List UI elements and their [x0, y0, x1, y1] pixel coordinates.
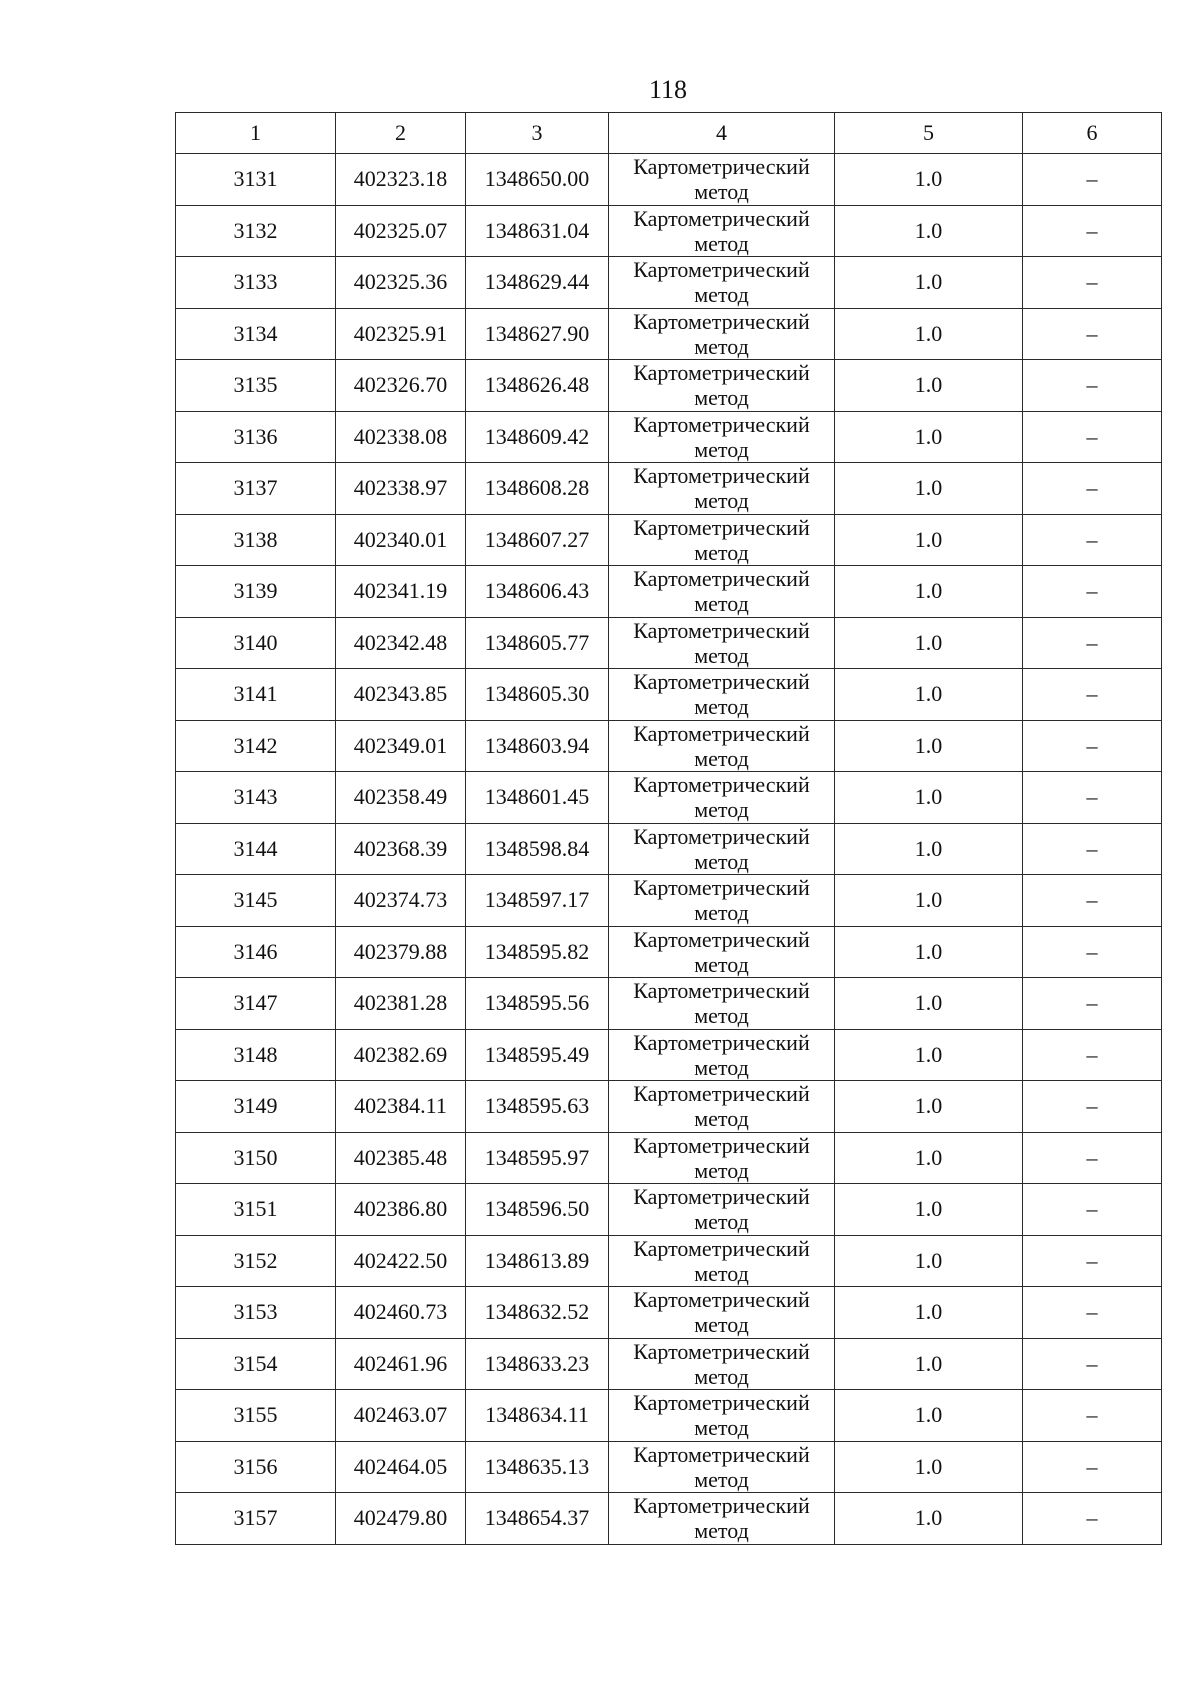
method-text-line-1: Картометрический	[633, 1493, 810, 1519]
description-cell: –	[1023, 978, 1162, 1030]
x-coordinate-cell: 402323.18	[336, 154, 466, 206]
method-cell	[609, 926, 835, 978]
description-cell: –	[1023, 669, 1162, 721]
x-coordinate-cell: 402368.39	[336, 823, 466, 875]
accuracy-cell: 1.0	[835, 257, 1023, 309]
method-text-line-1: Картометрический	[633, 308, 810, 334]
method-text-line-2: метод	[694, 1363, 749, 1389]
description-cell: –	[1023, 1287, 1162, 1339]
x-coordinate-cell: 402340.01	[336, 514, 466, 566]
y-coordinate-cell: 1348606.43	[466, 566, 609, 618]
method-text-line-1: Картометрический	[633, 514, 810, 540]
method-text-line-1: Картометрический	[633, 205, 810, 231]
y-coordinate-cell: 1348596.50	[466, 1184, 609, 1236]
y-coordinate-cell: 1348595.97	[466, 1132, 609, 1184]
description-cell: –	[1023, 514, 1162, 566]
table-row	[176, 411, 1162, 463]
method-cell	[609, 566, 835, 618]
x-coordinate-cell: 402385.48	[336, 1132, 466, 1184]
method-text-line-2: метод	[694, 1260, 749, 1286]
page-number: 118	[648, 75, 688, 104]
table-row	[176, 1132, 1162, 1184]
accuracy-cell: 1.0	[835, 978, 1023, 1030]
accuracy-cell: 1.0	[835, 1493, 1023, 1545]
accuracy-cell: 1.0	[835, 926, 1023, 978]
point-number-cell: 3136	[176, 411, 336, 463]
point-number-cell: 3135	[176, 360, 336, 412]
method-text-line-1: Картометрический	[633, 360, 810, 386]
method-text-line-1: Картометрический	[633, 1338, 810, 1364]
description-cell: –	[1023, 926, 1162, 978]
point-number-cell: 3157	[176, 1493, 336, 1545]
point-number-cell: 3151	[176, 1184, 336, 1236]
table-row	[176, 926, 1162, 978]
y-coordinate-cell: 1348608.28	[466, 463, 609, 515]
x-coordinate-cell: 402338.08	[336, 411, 466, 463]
accuracy-cell: 1.0	[835, 514, 1023, 566]
method-cell	[609, 154, 835, 206]
method-cell	[609, 1493, 835, 1545]
description-cell: –	[1023, 617, 1162, 669]
table-row	[176, 154, 1162, 206]
accuracy-cell: 1.0	[835, 1235, 1023, 1287]
table-header	[176, 113, 1162, 154]
method-cell	[609, 978, 835, 1030]
point-number-cell: 3141	[176, 669, 336, 721]
y-coordinate-cell: 1348597.17	[466, 875, 609, 927]
y-coordinate-cell: 1348595.49	[466, 1029, 609, 1081]
method-text-line-1: Картометрический	[633, 1029, 810, 1055]
accuracy-cell: 1.0	[835, 617, 1023, 669]
method-cell	[609, 669, 835, 721]
method-text-line-2: метод	[694, 1106, 749, 1132]
header-col-1: 1	[176, 113, 336, 154]
description-cell: –	[1023, 875, 1162, 927]
x-coordinate-cell: 402384.11	[336, 1081, 466, 1133]
description-cell: –	[1023, 1081, 1162, 1133]
method-text-line-1: Картометрический	[633, 411, 810, 437]
x-coordinate-cell: 402460.73	[336, 1287, 466, 1339]
method-text-line-1: Картометрический	[633, 1235, 810, 1261]
table-row	[176, 1338, 1162, 1390]
y-coordinate-cell: 1348629.44	[466, 257, 609, 309]
method-text-line-1: Картометрический	[633, 669, 810, 695]
table-row	[176, 1390, 1162, 1442]
method-cell	[609, 1390, 835, 1442]
method-text-line-2: метод	[694, 694, 749, 720]
description-cell: –	[1023, 1441, 1162, 1493]
method-cell	[609, 617, 835, 669]
y-coordinate-cell: 1348631.04	[466, 205, 609, 257]
table-row	[176, 1493, 1162, 1545]
x-coordinate-cell: 402338.97	[336, 463, 466, 515]
accuracy-cell: 1.0	[835, 1184, 1023, 1236]
table-row	[176, 566, 1162, 618]
y-coordinate-cell: 1348595.63	[466, 1081, 609, 1133]
description-cell: –	[1023, 1338, 1162, 1390]
method-text-line-1: Картометрический	[633, 1081, 810, 1107]
point-number-cell: 3144	[176, 823, 336, 875]
method-text-line-2: метод	[694, 1415, 749, 1441]
x-coordinate-cell: 402422.50	[336, 1235, 466, 1287]
accuracy-cell: 1.0	[835, 720, 1023, 772]
method-cell	[609, 875, 835, 927]
y-coordinate-cell: 1348633.23	[466, 1338, 609, 1390]
method-text-line-1: Картометрический	[633, 978, 810, 1004]
point-number-cell: 3154	[176, 1338, 336, 1390]
x-coordinate-cell: 402382.69	[336, 1029, 466, 1081]
method-text-line-1: Картометрический	[633, 1390, 810, 1416]
y-coordinate-cell: 1348634.11	[466, 1390, 609, 1442]
description-cell: –	[1023, 308, 1162, 360]
description-cell: –	[1023, 360, 1162, 412]
point-number-cell: 3148	[176, 1029, 336, 1081]
accuracy-cell: 1.0	[835, 411, 1023, 463]
method-text-line-1: Картометрический	[633, 154, 810, 180]
header-col-5: 5	[835, 113, 1023, 154]
point-number-cell: 3153	[176, 1287, 336, 1339]
table-row	[176, 205, 1162, 257]
table-row	[176, 308, 1162, 360]
header-col-2: 2	[336, 113, 466, 154]
method-text-line-1: Картометрический	[633, 926, 810, 952]
header-row	[176, 113, 1162, 154]
description-cell: –	[1023, 1132, 1162, 1184]
point-number-cell: 3134	[176, 308, 336, 360]
accuracy-cell: 1.0	[835, 875, 1023, 927]
point-number-cell: 3138	[176, 514, 336, 566]
method-cell	[609, 772, 835, 824]
point-number-cell: 3155	[176, 1390, 336, 1442]
accuracy-cell: 1.0	[835, 154, 1023, 206]
point-number-cell: 3147	[176, 978, 336, 1030]
method-cell	[609, 1081, 835, 1133]
description-cell: –	[1023, 823, 1162, 875]
description-cell: –	[1023, 1390, 1162, 1442]
method-text-line-2: метод	[694, 539, 749, 565]
x-coordinate-cell: 402325.36	[336, 257, 466, 309]
accuracy-cell: 1.0	[835, 1390, 1023, 1442]
header-col-6: 6	[1023, 113, 1162, 154]
table-row	[176, 669, 1162, 721]
accuracy-cell: 1.0	[835, 308, 1023, 360]
y-coordinate-cell: 1348595.56	[466, 978, 609, 1030]
method-cell	[609, 1132, 835, 1184]
method-text-line-1: Картометрический	[633, 257, 810, 283]
description-cell: –	[1023, 1029, 1162, 1081]
method-text-line-2: метод	[694, 282, 749, 308]
point-number-cell: 3150	[176, 1132, 336, 1184]
x-coordinate-cell: 402379.88	[336, 926, 466, 978]
x-coordinate-cell: 402325.91	[336, 308, 466, 360]
x-coordinate-cell: 402341.19	[336, 566, 466, 618]
method-text-line-2: метод	[694, 1312, 749, 1338]
method-cell	[609, 823, 835, 875]
x-coordinate-cell: 402342.48	[336, 617, 466, 669]
method-cell	[609, 308, 835, 360]
x-coordinate-cell: 402358.49	[336, 772, 466, 824]
description-cell: –	[1023, 772, 1162, 824]
method-text-line-1: Картометрический	[633, 617, 810, 643]
method-cell	[609, 411, 835, 463]
table-row	[176, 1184, 1162, 1236]
method-text-line-2: метод	[694, 745, 749, 771]
accuracy-cell: 1.0	[835, 1287, 1023, 1339]
method-cell	[609, 720, 835, 772]
method-text-line-2: метод	[694, 591, 749, 617]
method-text-line-2: метод	[694, 1054, 749, 1080]
method-cell	[609, 1235, 835, 1287]
accuracy-cell: 1.0	[835, 1132, 1023, 1184]
method-text-line-2: метод	[694, 642, 749, 668]
method-text-line-1: Картометрический	[633, 1441, 810, 1467]
point-number-cell: 3149	[176, 1081, 336, 1133]
table-row	[176, 875, 1162, 927]
method-text-line-2: метод	[694, 488, 749, 514]
method-cell	[609, 463, 835, 515]
table-body	[176, 154, 1162, 1545]
table-row	[176, 1441, 1162, 1493]
point-number-cell: 3133	[176, 257, 336, 309]
point-number-cell: 3137	[176, 463, 336, 515]
y-coordinate-cell: 1348601.45	[466, 772, 609, 824]
point-number-cell: 3142	[176, 720, 336, 772]
y-coordinate-cell: 1348626.48	[466, 360, 609, 412]
x-coordinate-cell: 402325.07	[336, 205, 466, 257]
table-row	[176, 617, 1162, 669]
accuracy-cell: 1.0	[835, 1029, 1023, 1081]
y-coordinate-cell: 1348607.27	[466, 514, 609, 566]
table-row	[176, 823, 1162, 875]
method-text-line-2: метод	[694, 848, 749, 874]
x-coordinate-cell: 402374.73	[336, 875, 466, 927]
x-coordinate-cell: 402386.80	[336, 1184, 466, 1236]
method-text-line-2: метод	[694, 900, 749, 926]
table-row	[176, 1029, 1162, 1081]
y-coordinate-cell: 1348609.42	[466, 411, 609, 463]
x-coordinate-cell: 402461.96	[336, 1338, 466, 1390]
table-row	[176, 772, 1162, 824]
method-cell	[609, 360, 835, 412]
x-coordinate-cell: 402464.05	[336, 1441, 466, 1493]
point-number-cell: 3132	[176, 205, 336, 257]
method-text-line-1: Картометрический	[633, 823, 810, 849]
method-cell	[609, 205, 835, 257]
method-text-line-2: метод	[694, 1003, 749, 1029]
table-row	[176, 978, 1162, 1030]
y-coordinate-cell: 1348627.90	[466, 308, 609, 360]
method-cell	[609, 514, 835, 566]
header-col-3: 3	[466, 113, 609, 154]
method-cell	[609, 1338, 835, 1390]
table-row	[176, 720, 1162, 772]
point-number-cell: 3145	[176, 875, 336, 927]
method-text-line-2: метод	[694, 230, 749, 256]
point-number-cell: 3156	[176, 1441, 336, 1493]
accuracy-cell: 1.0	[835, 823, 1023, 875]
method-text-line-2: метод	[694, 179, 749, 205]
method-text-line-2: метод	[694, 436, 749, 462]
method-text-line-2: метод	[694, 1466, 749, 1492]
x-coordinate-cell: 402479.80	[336, 1493, 466, 1545]
method-text-line-2: метод	[694, 385, 749, 411]
x-coordinate-cell: 402343.85	[336, 669, 466, 721]
description-cell: –	[1023, 463, 1162, 515]
method-text-line-1: Картометрический	[633, 1184, 810, 1210]
method-cell	[609, 1184, 835, 1236]
description-cell: –	[1023, 1184, 1162, 1236]
description-cell: –	[1023, 257, 1162, 309]
table-row	[176, 360, 1162, 412]
method-text-line-1: Картометрический	[633, 1132, 810, 1158]
point-number-cell: 3146	[176, 926, 336, 978]
method-text-line-2: метод	[694, 1209, 749, 1235]
y-coordinate-cell: 1348650.00	[466, 154, 609, 206]
description-cell: –	[1023, 205, 1162, 257]
accuracy-cell: 1.0	[835, 1338, 1023, 1390]
y-coordinate-cell: 1348632.52	[466, 1287, 609, 1339]
description-cell: –	[1023, 720, 1162, 772]
description-cell: –	[1023, 566, 1162, 618]
method-text-line-2: метод	[694, 951, 749, 977]
accuracy-cell: 1.0	[835, 463, 1023, 515]
y-coordinate-cell: 1348603.94	[466, 720, 609, 772]
accuracy-cell: 1.0	[835, 669, 1023, 721]
y-coordinate-cell: 1348605.30	[466, 669, 609, 721]
method-text-line-1: Картометрический	[633, 1287, 810, 1313]
point-number-cell: 3139	[176, 566, 336, 618]
point-number-cell: 3131	[176, 154, 336, 206]
y-coordinate-cell: 1348654.37	[466, 1493, 609, 1545]
point-number-cell: 3152	[176, 1235, 336, 1287]
method-text-line-2: метод	[694, 333, 749, 359]
table-row	[176, 1287, 1162, 1339]
description-cell: –	[1023, 1235, 1162, 1287]
accuracy-cell: 1.0	[835, 205, 1023, 257]
x-coordinate-cell: 402349.01	[336, 720, 466, 772]
method-text-line-2: метод	[694, 797, 749, 823]
point-number-cell: 3140	[176, 617, 336, 669]
x-coordinate-cell: 402381.28	[336, 978, 466, 1030]
y-coordinate-cell: 1348595.82	[466, 926, 609, 978]
description-cell: –	[1023, 1493, 1162, 1545]
table-row	[176, 514, 1162, 566]
y-coordinate-cell: 1348613.89	[466, 1235, 609, 1287]
method-cell	[609, 1441, 835, 1493]
accuracy-cell: 1.0	[835, 1441, 1023, 1493]
method-text-line-1: Картометрический	[633, 566, 810, 592]
description-cell: –	[1023, 154, 1162, 206]
method-cell	[609, 257, 835, 309]
coordinates-table	[175, 112, 1162, 1545]
table-row	[176, 257, 1162, 309]
table-row	[176, 1235, 1162, 1287]
accuracy-cell: 1.0	[835, 1081, 1023, 1133]
y-coordinate-cell: 1348605.77	[466, 617, 609, 669]
method-text-line-1: Картометрический	[633, 772, 810, 798]
description-cell: –	[1023, 411, 1162, 463]
accuracy-cell: 1.0	[835, 360, 1023, 412]
accuracy-cell: 1.0	[835, 772, 1023, 824]
accuracy-cell: 1.0	[835, 566, 1023, 618]
table-row	[176, 463, 1162, 515]
y-coordinate-cell: 1348635.13	[466, 1441, 609, 1493]
point-number-cell: 3143	[176, 772, 336, 824]
method-cell	[609, 1029, 835, 1081]
method-text-line-2: метод	[694, 1518, 749, 1544]
method-text-line-1: Картометрический	[633, 463, 810, 489]
method-text-line-1: Картометрический	[633, 875, 810, 901]
method-text-line-1: Картометрический	[633, 720, 810, 746]
y-coordinate-cell: 1348598.84	[466, 823, 609, 875]
table-row	[176, 1081, 1162, 1133]
method-text-line-2: метод	[694, 1157, 749, 1183]
header-col-4: 4	[609, 113, 835, 154]
method-cell	[609, 1287, 835, 1339]
x-coordinate-cell: 402463.07	[336, 1390, 466, 1442]
x-coordinate-cell: 402326.70	[336, 360, 466, 412]
